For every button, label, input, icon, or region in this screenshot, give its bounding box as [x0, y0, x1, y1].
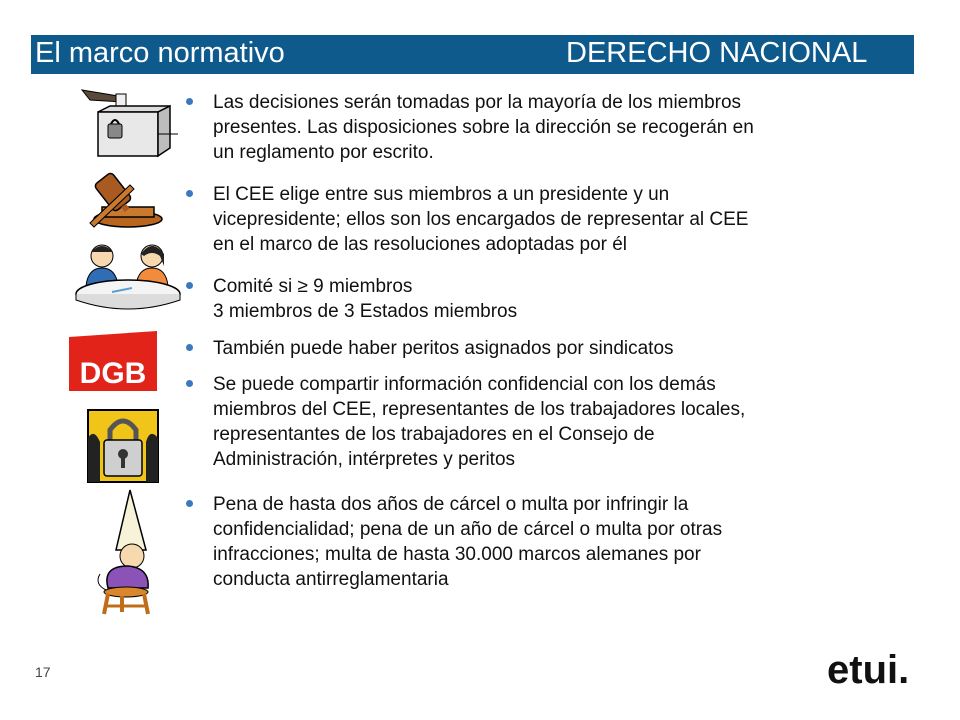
meeting-people-icon	[72, 238, 182, 316]
bullet-dot-icon	[186, 282, 193, 289]
bullet-dot-icon	[186, 190, 193, 197]
ballot-box-icon	[78, 82, 178, 160]
dunce-cap-icon	[92, 488, 168, 616]
title-bar	[31, 35, 914, 74]
bullet-text: Se puede compartir información confidencial con los demás miembros del CEE, representantes de los trabajadores locales, representantes de los trabajadores en el Consejo de Administración, intérpretes y peritos	[213, 374, 746, 470]
etui-logo-text: etui.	[827, 648, 910, 689]
bullet-dot-icon	[186, 344, 193, 351]
bullet-dot-icon	[186, 500, 193, 507]
page-number: 17	[35, 664, 51, 680]
bullet-text: También puede haber peritos asignados por sindicatos	[213, 338, 674, 359]
dgb-logo	[63, 329, 163, 393]
bullet-dot-icon	[186, 380, 193, 387]
bullet-text: Las decisiones serán tomadas por la mayoría de los miembros presentes. Las disposiciones sobre la dirección se recogerán en un reglamento por escrito.	[213, 92, 754, 163]
bullet-text: Pena de hasta dos años de cárcel o multa por infringir la confidencialidad; pena de un año de cárcel o multa por otras infracciones; multa de hasta 30.000 marcos alemanes por conducta antirreglamentaria	[213, 494, 723, 590]
bullet-text: El CEE elige entre sus miembros a un presidente y un vicepresidente; ellos son los encargados de representar al CEE en el marco de las resoluciones adoptadas por él	[213, 184, 749, 255]
slide-title: El marco normativo	[35, 37, 285, 69]
dgb-logo-text: DGB	[79, 357, 147, 390]
bullet-text: Comité si ≥ 9 miembros 3 miembros de 3 Estados miembros	[213, 276, 518, 322]
gavel-icon	[84, 165, 168, 229]
bullet-dot-icon	[186, 98, 193, 105]
slide-section-title: DERECHO NACIONAL	[566, 37, 868, 69]
etui-logo	[827, 645, 927, 689]
padlock-icon	[86, 408, 160, 484]
